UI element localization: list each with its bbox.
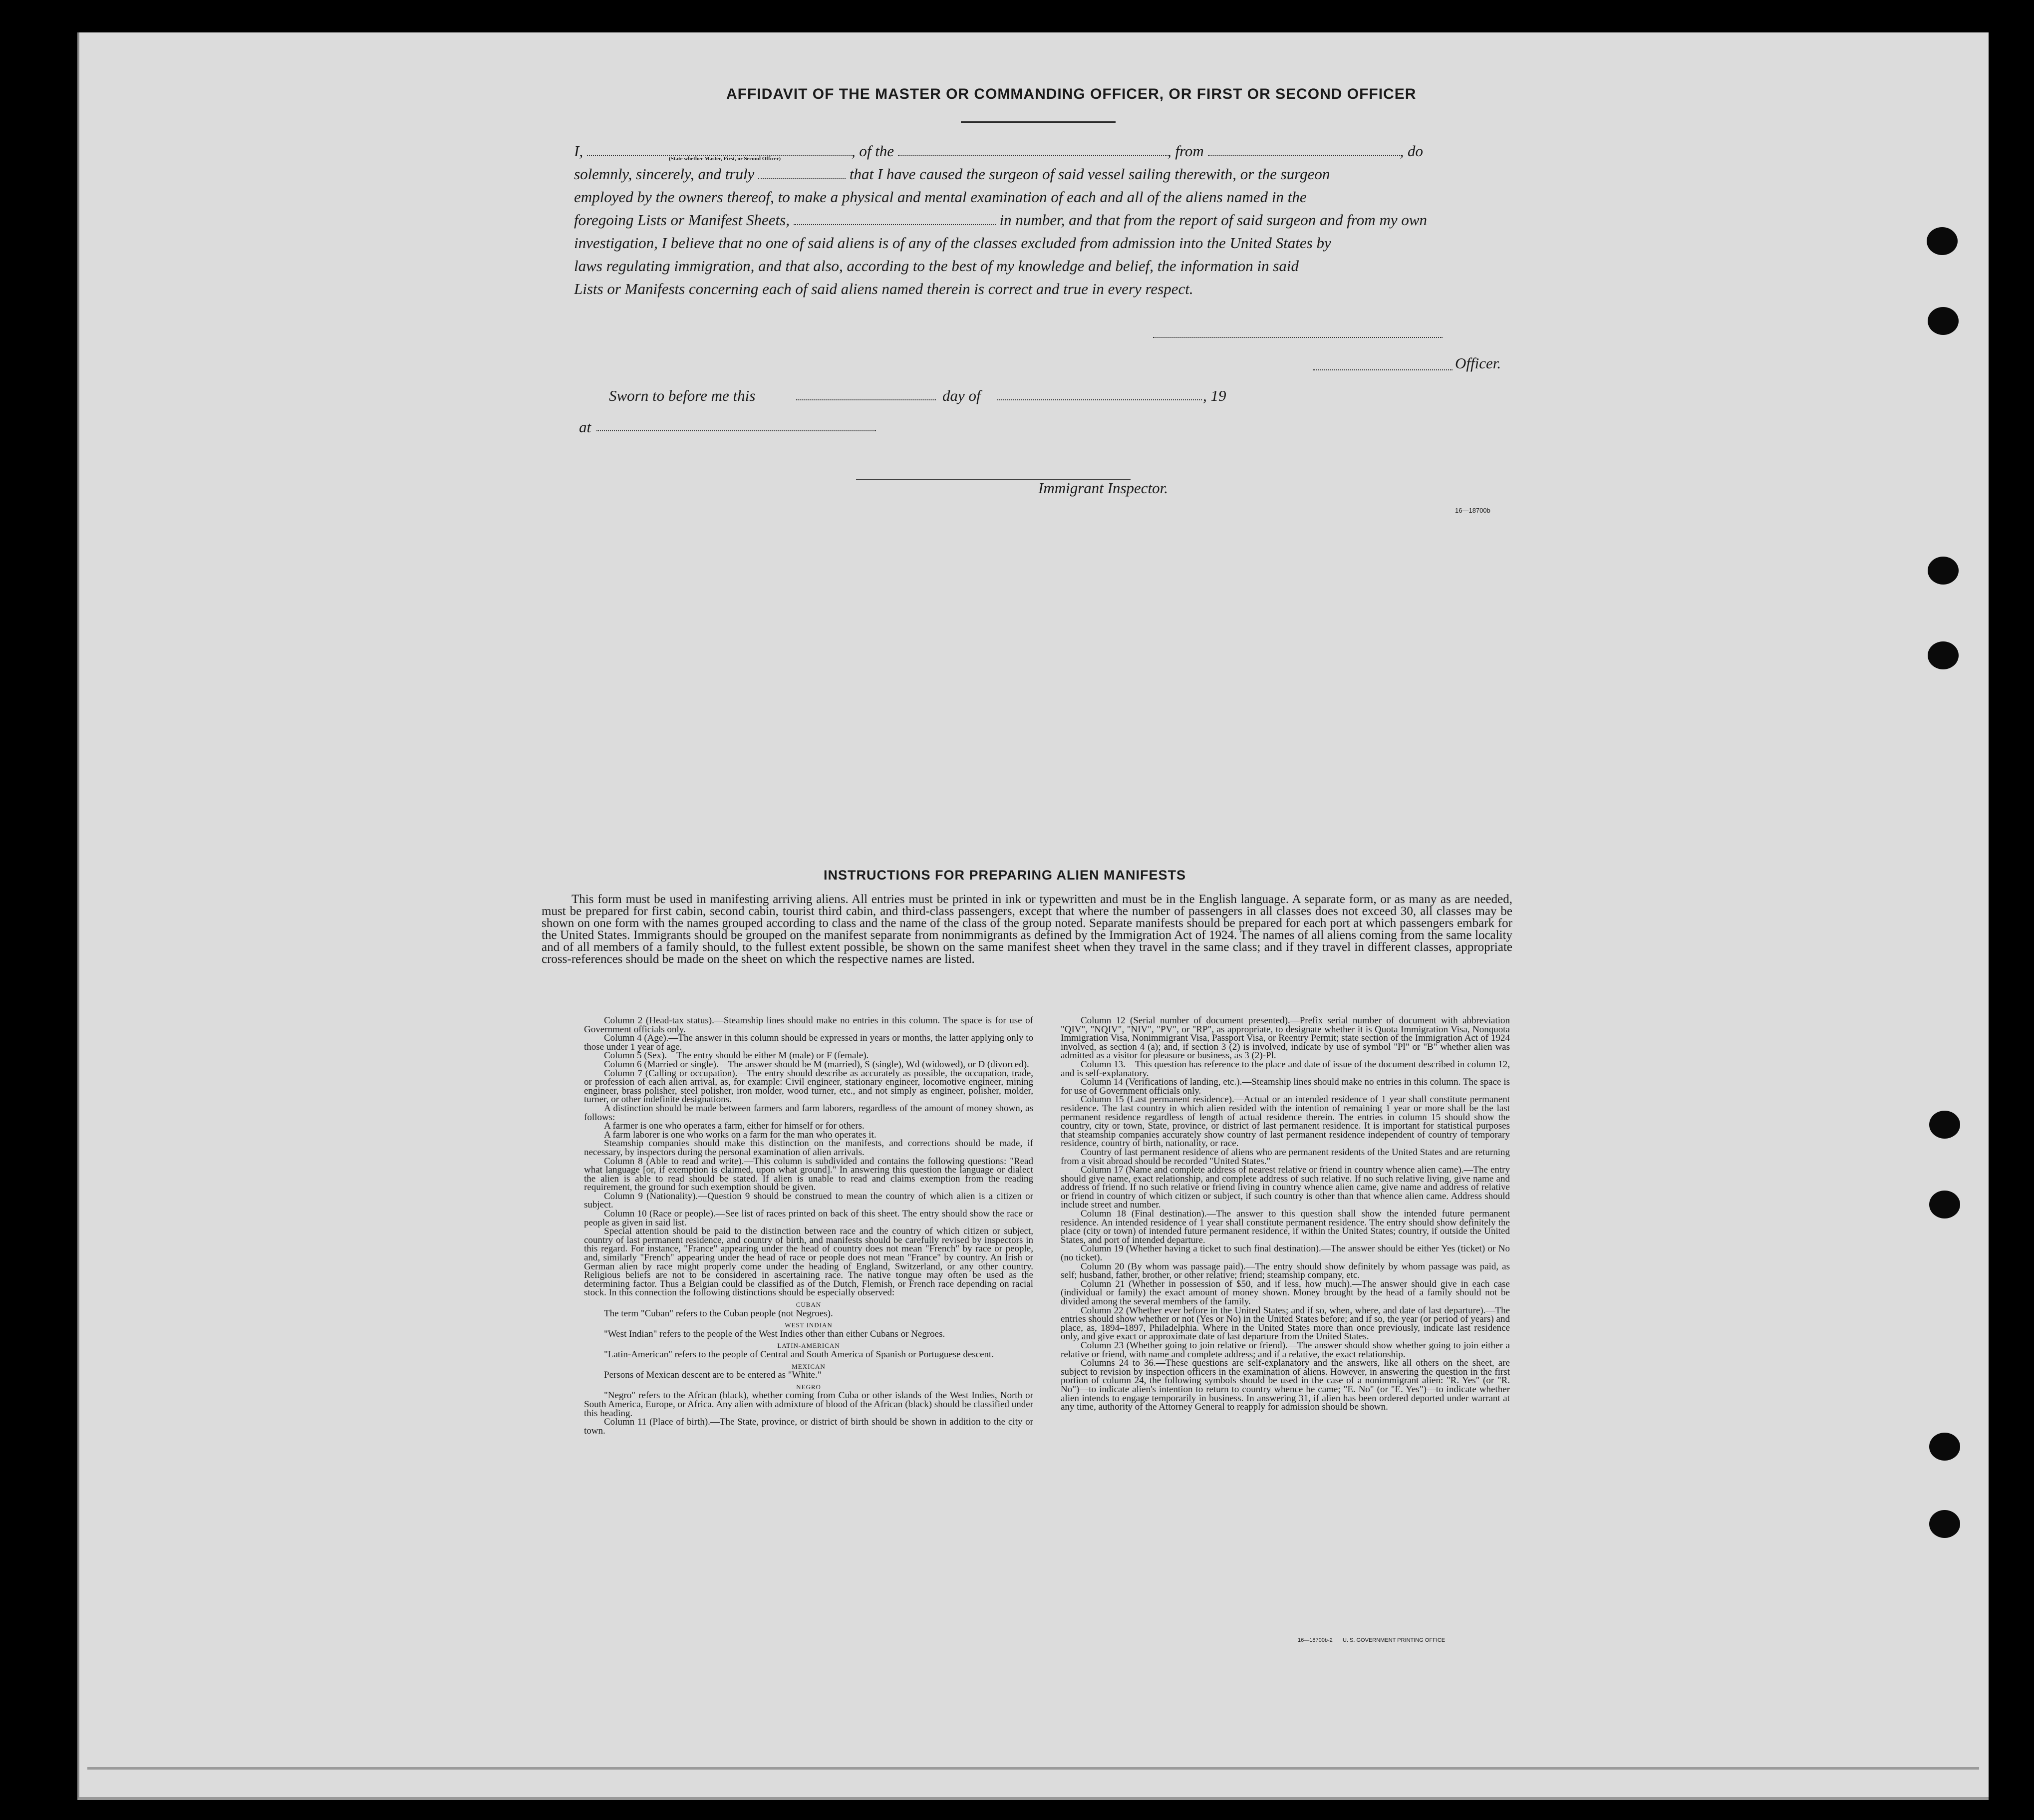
state-note: (State whether Master, First, or Second Officer) xyxy=(669,156,781,162)
instruction-paragraph: Column 2 (Head-tax status).—Steamship lines should make no entries in this column. The space is for use of Government officials only. xyxy=(584,1015,1033,1035)
day-of-label: day of xyxy=(942,387,981,404)
left-instructions-column xyxy=(584,1016,1033,1435)
instruction-paragraph: Column 21 (Whether in possession of $50, and if less, how much).—The answer should give in each case (individual or family) the exact amount of money shown. Money brought by the head of a family should not be divided among the several members of the family. xyxy=(1061,1278,1510,1307)
instruction-paragraph: Special attention should be paid to the distinction between race and the country of which citizen or subject, country of last permanent residence, and country of birth, and manifests should be carefully revised by inspectors in this regard. For instance, "France" appearing under the head of country does not mean "French" by race or people, and, similarly "French" appearing under the head of race or people does not mean "France" by country. An Irish or German alien by race might properly come under the heading of England, Switzerland, or any other country. Religious beliefs are not to be considered in ascertaining race. The native tongue may often be used as the determining factor. Thus a Belgian could be classified as of the Dutch, Flemish, or French race depending on racial stock. In this connection the following distinctions should be especially observed: xyxy=(584,1226,1033,1298)
race-definition: "Negro" refers to the African (black), whether coming from Cuba or other islands of the West Indies, North or South America, Europe, or Africa. Any alien with admixture of blood of the African (black) should be classified under this heading. xyxy=(584,1390,1033,1419)
affidavit-text-1: that I have caused the surgeon of said vessel sailing therewith, or the surgeon xyxy=(849,165,1330,183)
instruction-paragraph: Column 18 (Final destination).—The answer to this question shall show the intended future permanent residence. An intended residence of 1 year shall constitute permanent residence. The entry should show definitely the place (city or town) of intended future permanent residence, if within the United States; country, if outside the United States, and port of intended departure. xyxy=(1061,1209,1510,1245)
race-definition: "Latin-American" refers to the people of Central and South America of Spanish or Portuguese descent. xyxy=(604,1349,994,1360)
word-of-the: , of the xyxy=(851,142,894,160)
binder-hole xyxy=(1928,641,1959,669)
instruction-paragraph: Column 9 (Nationality).—Question 9 should be construed to mean the country of which alien is a citizen or subject. xyxy=(584,1191,1033,1211)
instruction-paragraph: Column 12 (Serial number of document presented).—Prefix serial number of document with abbreviation "QIV", "NQIV", "NIV", "PV", or "RP", as appropriate, to designate whether it is Quota Immigration Visa, Nonquota Immigration Visa, Nonimmigrant Visa, Passport Visa, or Reentry Permit; state section of the Immigration Act of 1924 involved, as section 4 (a); and, if section 3 (2) is involved, indicate by use of symbol "Pl" or "B" whether alien was admitted as a visitor for pleasure or business, as 3 (2)-Pl. xyxy=(1061,1015,1510,1061)
word-solemnly: solemnly, sincerely, and truly xyxy=(574,165,755,183)
binder-hole xyxy=(1929,1510,1960,1538)
race-heading: MEXICAN xyxy=(792,1362,826,1370)
binder-hole xyxy=(1929,1433,1960,1461)
affidavit-line-5: investigation, I believe that no one of said aliens is of any of the classes excluded from admission into the United States by xyxy=(574,234,1331,252)
instruction-paragraph: Column 23 (Whether going to join relative or friend).—The answer should show whether going to join either a relative or friend, with name and complete address; and if a relative, the exact relationship. xyxy=(1061,1340,1510,1360)
affidavit-text-2: in number, and that from the report of said surgeon and from my own xyxy=(999,211,1428,229)
instruction-paragraph: A distinction should be made between farmers and farm laborers, regardless of the amount of money shown, as follows: xyxy=(584,1103,1033,1123)
word-from: , from xyxy=(1167,142,1204,160)
affidavit-title: AFFIDAVIT OF THE MASTER OR COMMANDING OFFICER, OR FIRST OR SECOND OFFICER xyxy=(726,86,1417,102)
instructions-intro: This form must be used in manifesting arriving aliens. All entries must be printed in ink or typewritten and must be in the English language. A separate form, or as many as are needed, must be prepared for first cabin, second cabin, tourist third cabin, and third-class passengers, except that where the number of passengers in all classes does not exceed 30, all classes may be shown on one form with the names grouped according to class and the name of the class of the group noted. Separate manifests should be prepared for each port at which passengers embark for the United States. Immigrants should be grouped on the manifest separate from nonimmigrants as defined by the Immigration Act of 1924. The names of all aliens coming from the same locality and of all members of a family should, to the fullest extent possible, be shown on the same manifest sheet when they travel in the same class; and if they travel in different classes, appropriate cross-references should be made on the sheet on which the respective names are listed. xyxy=(542,893,1512,966)
instructions-title: INSTRUCTIONS FOR PREPARING ALIEN MANIFESTS xyxy=(824,868,1186,883)
right-instructions-column xyxy=(1061,1016,1510,1412)
binder-hole xyxy=(1929,1111,1960,1139)
instruction-paragraph: Columns 24 to 36.—These questions are self-explanatory and the answers, like all others on the sheet, are subject to revision by inspection officers in the examination of aliens. However, in answering the question in the first portion of column 24, the following symbols should be used in the case of a nonimmigrant alien: "R. Yes" (or "R. No")—to indicate alien's intention to return to country whence he came; "E. No" (or "E. Yes")—to indicate whether alien intends to engage temporarily in business. In answering 31, if alien has been ordered deported under warrant at any time, authority of the Attorney General to reapply for admission should be shown. xyxy=(1061,1358,1510,1413)
form-code: 16—18700b xyxy=(1455,507,1490,514)
instruction-paragraph: Column 22 (Whether ever before in the United States; and if so, when, where, and date of last departure).—The entries should show whether or not (Yes or No) in the United States before; and if so, the year (or period of years) and place, as, 1894–1897, Philadelphia. Where in the United States more than once previously, indicate last residence only, and give exact or approximate date of last departure from the United States. xyxy=(1061,1305,1510,1342)
instruction-paragraph: A farmer is one who operates a farm, either for himself or for others. xyxy=(604,1121,865,1132)
officer-signature-line[interactable] xyxy=(1313,369,1453,370)
affidavit-line-4 xyxy=(574,209,1507,232)
word-foregoing: foregoing Lists or Manifest Sheets, xyxy=(574,211,790,229)
at-label: at xyxy=(579,418,591,436)
instruction-paragraph: Country of last permanent residence of aliens who are permanent residents of the United States and are returning from a visit abroad should be recorded "United States." xyxy=(1061,1147,1510,1167)
binder-hole xyxy=(1928,557,1959,585)
instruction-paragraph: Column 8 (Able to read and write).—This column is subdivided and contains the following questions: "Read what language [or, if exemption is claimed, upon what ground]." In answering this question the language or dialect the alien is able to read should be stated. If alien is unable to read and claims exemption from the reading requirement, the ground for such exemption should be given. xyxy=(584,1156,1033,1193)
instruction-paragraph: Column 5 (Sex).—The entry should be either M (male) or F (female). xyxy=(604,1050,869,1061)
instruction-paragraph: Column 10 (Race or people).—See list of races printed on back of this sheet. The entry should show the race or people as given in said list. xyxy=(584,1209,1033,1228)
sworn-day-field[interactable] xyxy=(796,399,936,400)
instruction-paragraph: Column 13.—This question has reference to the place and date of issue of the document described in column 12, and is self-explanatory. xyxy=(1061,1059,1510,1079)
race-definition: "West Indian" refers to the people of the West Indies other than either Cubans or Negroes. xyxy=(604,1328,945,1339)
race-definition: Persons of Mexican descent are to be entered as "White." xyxy=(604,1370,822,1381)
instruction-paragraph: Column 20 (By whom was passage paid).—The entry should show definitely by whom passage was paid, as self; husband, father, brother, or other relative; friend; steamship company, etc. xyxy=(1061,1261,1510,1281)
race-definition: The term "Cuban" refers to the Cuban people (not Negroes). xyxy=(604,1308,833,1319)
binder-hole xyxy=(1927,227,1958,255)
instruction-paragraph: A farm laborer is one who works on a farm for the man who operates it. xyxy=(604,1129,876,1140)
binder-hole xyxy=(1928,307,1959,335)
right-column-paragraphs xyxy=(1061,1016,1510,1412)
instruction-paragraph: Column 14 (Verifications of landing, etc.).—Steamship lines should make no entries in this column. The space is for use of Government officials only. xyxy=(1061,1077,1510,1096)
race-heading: LATIN-AMERICAN xyxy=(777,1342,840,1350)
race-heading: NEGRO xyxy=(796,1383,821,1391)
binder-hole xyxy=(1929,1191,1960,1218)
sworn-label: Sworn to before me this xyxy=(609,387,756,404)
affidavit-line-7: Lists or Manifests concerning each of said aliens named therein is correct and true in every respect. xyxy=(574,280,1193,298)
title-rule xyxy=(961,121,1116,123)
instruction-paragraph: Column 15 (Last permanent residence).—Actual or an intended residence of 1 year shall constitute permanent residence. The last country in which alien resided with the intention of remaining 1 year or more shall be the last permanent residence regardless of length of actual residence therein. The entries in column 15 should show the country, city or town, State, province, or district of last permanent residence. It is important for statistical purposes that steamship companies accurately show country of last permanent residence independent of country of temporary residence, country of birth, nationality, or race. xyxy=(1061,1094,1510,1149)
instruction-paragraph: Column 19 (Whether having a ticket to such final destination).—The answer should be either Yes (ticket) or No (no ticket). xyxy=(1061,1243,1510,1263)
footer-printer: U. S. GOVERNMENT PRINTING OFFICE xyxy=(1343,1637,1446,1643)
instruction-paragraph: Column 4 (Age).—The answer in this column should be expressed in years or months, the latter applying only to those under 1 year of age. xyxy=(584,1033,1033,1052)
port-field[interactable] xyxy=(1208,142,1400,156)
affidavit-line-2 xyxy=(574,156,1507,186)
year-label: , 19 xyxy=(1203,387,1226,404)
signature-line[interactable] xyxy=(1153,337,1443,338)
affidavit-text xyxy=(574,140,1507,301)
race-sections xyxy=(584,1300,1033,1418)
word-do: , do xyxy=(1400,142,1423,160)
vessel-field[interactable] xyxy=(898,142,1167,156)
affirm-field[interactable] xyxy=(758,165,846,179)
sheet-edge xyxy=(87,1692,1979,1770)
affidavit-line-6: laws regulating immigration, and that also, according to the best of my knowledge and belief, the information in said xyxy=(574,257,1299,275)
left-column-paragraphs xyxy=(584,1016,1033,1297)
instruction-paragraph: Column 7 (Calling or occupation).—The entry should describe as accurately as possible, the occupation, trade, or profession of each alien arrival, as, for example: Civil engineer, stationary engineer, locomotive engineer, mining engineer, brass polisher, steel polisher, iron molder, wood turner, etc., and not simply as engineer, polisher, molder, turner, or other indefinite designations. xyxy=(584,1068,1033,1105)
race-heading: WEST INDIAN xyxy=(785,1321,833,1329)
place-field[interactable] xyxy=(596,430,876,431)
sworn-month-field[interactable] xyxy=(997,399,1202,400)
affidavit-line-3: employed by the owners thereof, to make a physical and mental examination of each and all of the aliens named in the xyxy=(574,188,1307,206)
rank-field[interactable] xyxy=(587,142,852,156)
race-heading: CUBAN xyxy=(796,1301,822,1308)
inspector-label: Immigrant Inspector. xyxy=(1038,479,1168,497)
instruction-paragraph: Steamship companies should make this distinction on the manifests, and corrections should be made, if necessary, by inspectors during the personal examination of alien arrivals. xyxy=(584,1138,1033,1158)
instruction-paragraph: Column 6 (Married or single).—The answer should be M (married), S (single), Wd (widowed), or D (divorced). xyxy=(604,1059,1029,1070)
instruction-paragraph: Column 17 (Name and complete address of nearest relative or friend in country whence alien came).—The entry should give name, exact relationship, and complete address of such relative. If no such relative living, give name and address of friend. If no such relative or friend living in country whence alien came, give name and address of relative or friend in country of which citizen or subject, if such country is other than that whence alien came. Address should include street and number. xyxy=(1061,1165,1510,1211)
footer-code: 16—18700b-2 xyxy=(1298,1637,1333,1643)
sheet-count-field[interactable] xyxy=(794,211,996,225)
officer-label: Officer. xyxy=(1455,354,1501,372)
left-column-tail: Column 11 (Place of birth).—The State, province, or district of birth should be shown in addition to the city or town. xyxy=(584,1417,1033,1436)
word-i: I, xyxy=(574,142,583,160)
